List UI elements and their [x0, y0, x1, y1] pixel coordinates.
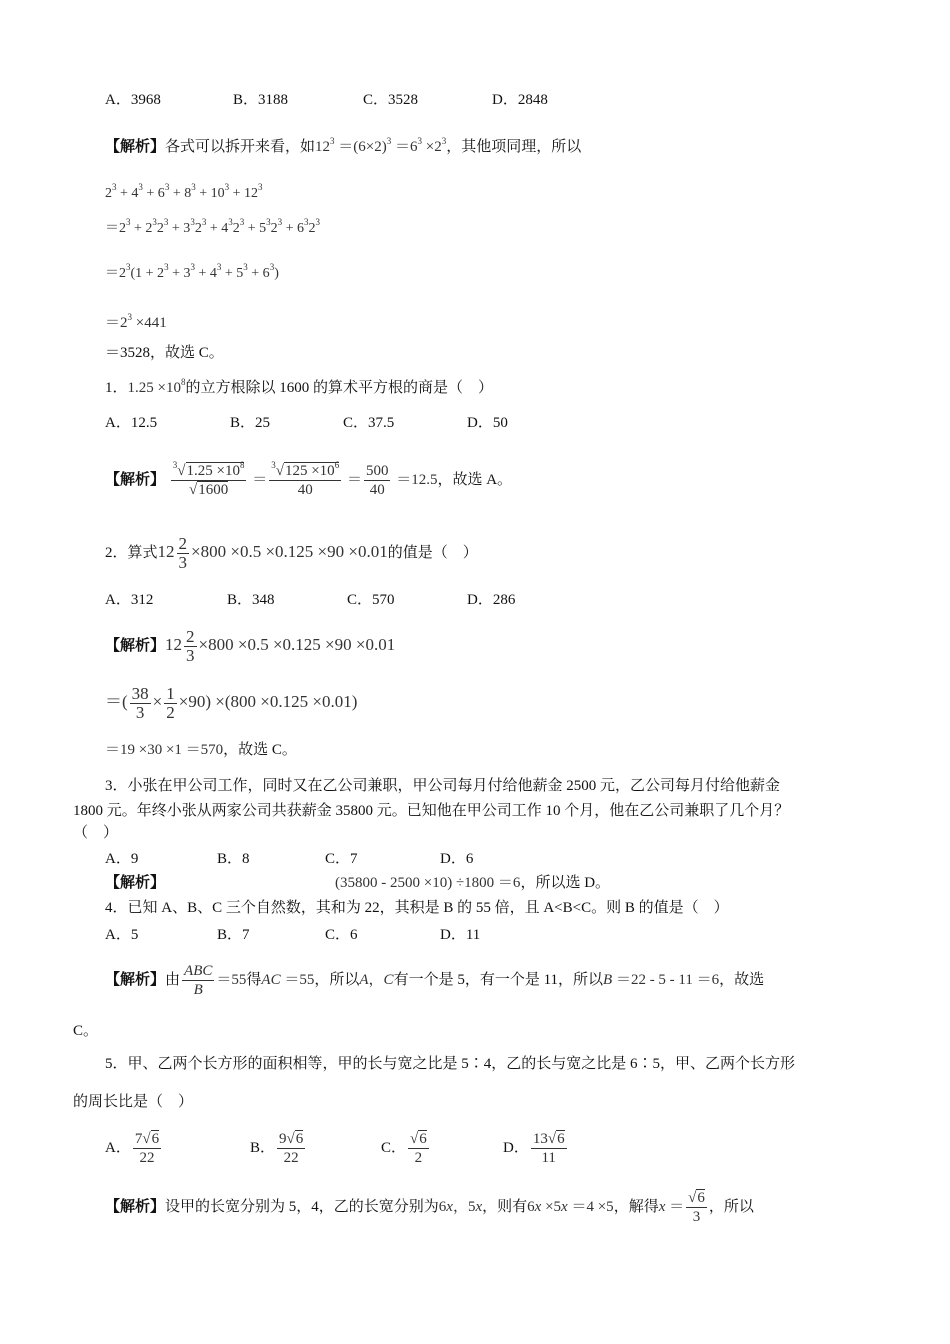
- formula: ＝19 ×30 ×1 ＝570: [105, 742, 224, 758]
- solution-2-line-1: [105, 623, 395, 668]
- solution-0-result: ＝3528，故选 C。: [105, 345, 224, 361]
- formula: $\frac{7√6}{22}$: [134, 1131, 160, 1167]
- formula-line-4: $=2^3 \times 441$: [105, 312, 167, 331]
- solution-text: 由: [165, 972, 181, 988]
- formula: $\frac{\text{ABC}}{B}$ ＝55: [184, 963, 247, 999]
- q1-option-b: B．25: [230, 415, 271, 431]
- q0-option-d: D．2848: [492, 92, 548, 108]
- q5-option-a: [105, 1126, 163, 1170]
- solution-tail: ，故选 A。: [437, 472, 513, 488]
- formula: x ＝ $\frac{√6}{3}$: [658, 1190, 705, 1226]
- formula-line-3: $=2^3(1 + 2^3 + 3^3 + 4^3 + 5^3 + 6^3)$: [105, 262, 279, 281]
- solution-2-line-2: ＝( $\frac{38}{3}$ × $\frac{1}{2}$ ×90) ×(800 ×0.125 ×0.01): [105, 683, 358, 722]
- question-suffix: 的值是（ ）: [387, 545, 478, 561]
- q2-option-c: C．570: [347, 592, 395, 608]
- solution-2-line-3: [105, 740, 297, 760]
- solution-label: 【解析】: [105, 875, 166, 891]
- option-letter: C．: [381, 1140, 407, 1156]
- question-1: [105, 378, 493, 398]
- formula: 6x，5x: [438, 1199, 483, 1215]
- q1-option-a: A．12.5: [105, 415, 158, 431]
- q1-option-c: C．37.5: [343, 415, 395, 431]
- solution-text: ，则有: [482, 1199, 528, 1215]
- solution-text: ，所以: [708, 1199, 754, 1215]
- formula: $\frac{√6}{2}$: [410, 1131, 427, 1167]
- q4-option-a: A．5: [105, 927, 139, 943]
- question-5-line-1: 5．甲、乙两个长方形的面积相等，甲的长与宽之比是 5∶4，乙的长与宽之比是 6∶5，甲、乙两个长方形: [105, 1056, 796, 1072]
- q2-option-a: A．312: [105, 592, 154, 608]
- solution-text: ，所以: [314, 972, 360, 988]
- solution-3-label: [105, 873, 165, 893]
- solution-4: [105, 958, 764, 1002]
- formula: B ＝22 - 5 - 11 ＝6: [603, 972, 720, 988]
- question-3-line-3: （ ）: [73, 825, 119, 841]
- question-3-line-1: 3．小张在甲公司工作，同时又在乙公司兼职，甲公司每月付给他薪金 2500 元，乙公司每月付给他薪金: [105, 778, 781, 794]
- solution-text: ，故选: [719, 972, 765, 988]
- q3-option-d: D．6: [440, 851, 474, 867]
- q0-option-c: C．3528: [363, 92, 419, 108]
- formula: AC ＝55: [261, 972, 315, 988]
- solution-tail: ，故选 C。: [223, 742, 297, 758]
- q3-option-b: B．8: [217, 851, 250, 867]
- formula: (35800 - 2500 ×10) ÷1800 ＝6: [335, 875, 521, 891]
- formula: $1.25 \times 10^8$: [127, 377, 186, 396]
- solution-0-intro-tail: ，其他项同理，所以: [446, 139, 582, 155]
- q1-option-d: D．50: [467, 415, 508, 431]
- formula: 6x ×5x ＝4 ×5: [527, 1199, 614, 1215]
- solution-label: 【解析】: [105, 638, 166, 654]
- solution-text: ，解得: [613, 1199, 659, 1215]
- solution-1: [105, 458, 512, 502]
- q5-option-c: [381, 1126, 431, 1170]
- formula: 12 $\frac{2}{3}$ ×800 ×0.5 ×0.125 ×90 ×0.01: [157, 533, 388, 572]
- solution-0-intro-text: 各式可以拆开来看，如: [165, 139, 316, 155]
- formula-line-2: $=2^3 + 2^32^3 + 3^32^3 + 4^32^3 + 5^32^3 + 6^32^3$: [105, 217, 321, 236]
- q4-option-b: B．7: [217, 927, 250, 943]
- option-letter: B．: [250, 1140, 276, 1156]
- question-number: 1．: [105, 380, 128, 396]
- formula: 12 $\frac{2}{3}$ ×800 ×0.5 ×0.125 ×90 ×0.01: [165, 626, 396, 665]
- formula: A，C: [359, 972, 394, 988]
- solution-label: 【解析】: [105, 972, 166, 988]
- formula: $12^3 =(6\times 2)^3 =6^3 \times 2^3$: [315, 136, 447, 155]
- formula: $\frac{13√6}{11}$: [532, 1131, 565, 1167]
- q5-option-d: [503, 1126, 569, 1170]
- solution-3: [335, 873, 610, 893]
- formula: $\frac{^3√1.25 \times 10^8}{√1600}$ ＝ $\frac{^3√125 \times 10^6}{40}$ ＝ $\frac{500}{40}$ ＝12.5: [172, 460, 438, 499]
- question-prefix: 2．算式: [105, 545, 158, 561]
- q4-option-c: C．6: [325, 927, 358, 943]
- solution-label: 【解析】: [105, 1199, 166, 1215]
- q3-option-c: C．7: [325, 851, 358, 867]
- option-letter: A．: [105, 1140, 131, 1156]
- solution-text: 设甲的长宽分别为 5，4，乙的长宽分别为: [165, 1199, 439, 1215]
- question-3-line-2: 1800 元。年终小张从两家公司共获薪金 35800 元。已知他在甲公司工作 10 个月，他在乙公司兼职了几个月？: [73, 803, 790, 819]
- q0-option-a: A．3968: [105, 92, 161, 108]
- solution-5: [105, 1185, 754, 1229]
- question-4: 4．已知 A、B、C 三个自然数，其和为 22，其积是 B 的 55 倍，且 A<B<C。则 B 的值是（ ）: [105, 900, 729, 916]
- solution-label: 【解析】: [105, 139, 166, 155]
- solution-0-intro: [105, 137, 581, 157]
- q2-option-d: D．286: [467, 592, 516, 608]
- solution-text: 得: [246, 972, 262, 988]
- formula: $\frac{9√6}{22}$: [279, 1131, 304, 1167]
- formula-line-1: $2^3 + 4^3 + 6^3 + 8^3 + 10^3 + 12^3$: [105, 182, 263, 201]
- question-text: 的立方根除以 1600 的算术平方根的商是（ ）: [185, 380, 493, 396]
- q4-option-d: D．11: [440, 927, 481, 943]
- option-letter: D．: [503, 1140, 529, 1156]
- q2-option-b: B．348: [227, 592, 275, 608]
- q3-option-a: A．9: [105, 851, 139, 867]
- solution-text: 有一个是 5，有一个是 11，所以: [393, 972, 604, 988]
- question-2: [105, 530, 478, 575]
- question-5-line-2: 的周长比是（ ）: [73, 1094, 194, 1110]
- q0-option-b: B．3188: [233, 92, 289, 108]
- q5-option-b: [250, 1126, 307, 1170]
- solution-4-end: C。: [73, 1023, 99, 1039]
- solution-tail: ，所以选 D。: [520, 875, 611, 891]
- solution-label: 【解析】: [105, 472, 166, 488]
